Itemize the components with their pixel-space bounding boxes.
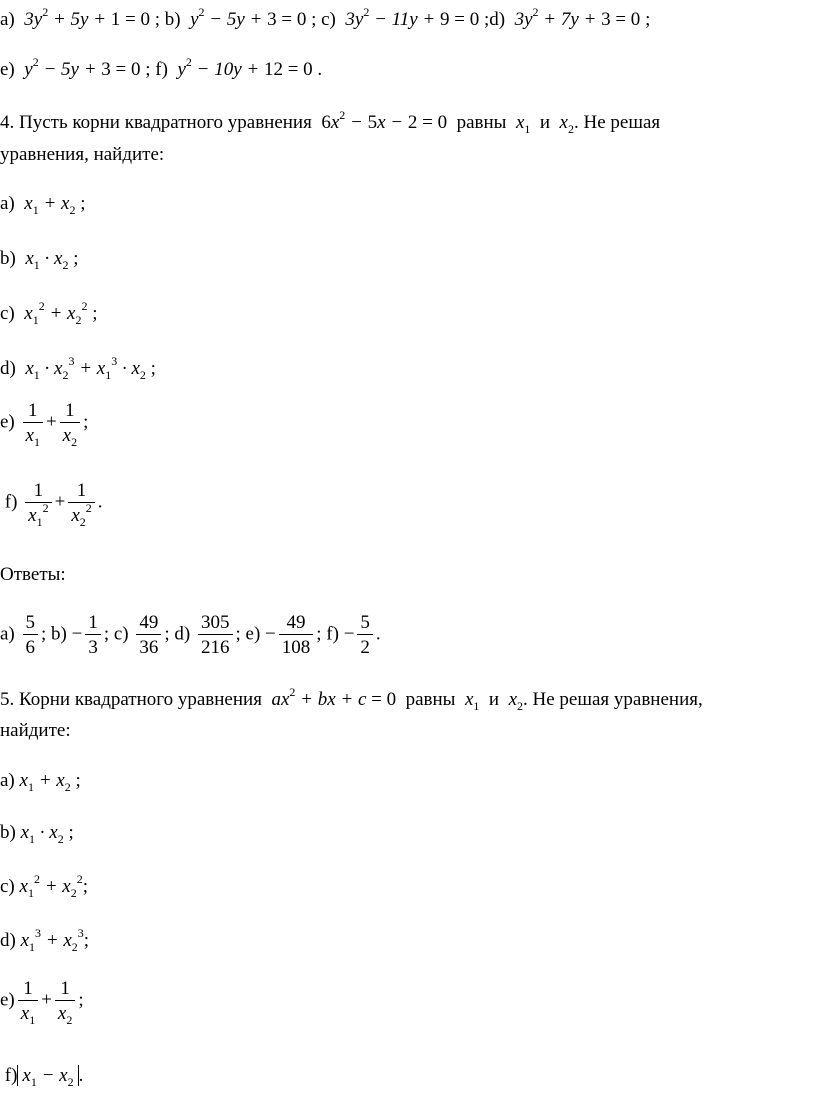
answers-title	[0, 565, 66, 584]
equation: $y^2 - 5y + 3 = 0$	[190, 5, 307, 30]
expression: $x_1 \cdot x_2^3 + x_1^3 \cdot x_2$	[25, 354, 146, 382]
variable: $x_1$	[515, 112, 531, 136]
fraction: $\frac{1}{x_2}$	[55, 978, 75, 1025]
task5-item-a: а) $x_1 + x_2$ ;	[0, 770, 81, 794]
item-label: ; c)	[311, 9, 336, 30]
task-text: и	[488, 689, 500, 710]
fraction: $\frac{1}{x_1}$	[23, 400, 43, 447]
task4-item-a: а) $x_1 + x_2$ ;	[0, 193, 86, 217]
equation: $y^2 - 10y + 12 = 0$	[177, 55, 313, 80]
item-label: а)	[0, 9, 15, 30]
expression: $x_1 + x_2$	[19, 770, 71, 794]
task-text: найдите:	[0, 720, 71, 741]
item-label: b)	[0, 248, 16, 269]
task-text: 4. Пусть корни квадратного уравнения	[0, 112, 312, 133]
task-text: уравнения, найдите:	[0, 144, 165, 165]
item-label: ; b)	[154, 9, 181, 30]
variable: $x_2$	[508, 689, 523, 713]
task-text: равны	[456, 112, 507, 133]
fraction: $\frac{1}{x_2^2}$	[68, 480, 94, 527]
item-label: а)	[0, 770, 15, 791]
task4-item-c: c) $x_1^2 + x_2^2$ ;	[0, 299, 98, 327]
fraction: $\frac{1}{x_1^2}$	[25, 480, 51, 527]
item-label: e)	[0, 59, 15, 80]
item-label: c)	[0, 876, 15, 897]
expression: $x_1 + x_2$	[24, 193, 76, 217]
equation: $y^2 - 5y + 3 = 0$	[24, 55, 141, 80]
punctuation: .	[317, 59, 323, 80]
answers-line: а) $\frac{5}{6}$ ; b) − $\frac{1}{3}$ ; c) $\frac{49}{36}$ ; d) $\frac{305}{216}$ ; e) − $\frac{49}{108}$ ; f) − $\frac{5}{2}$ .	[0, 612, 381, 658]
answer-b: $\frac{1}{3}$	[85, 612, 101, 659]
task-text: 5. Корни квадратного уравнения	[0, 689, 262, 710]
equation: $3y^2 + 5y + 1 = 0$	[24, 5, 150, 30]
answer-c: $\frac{49}{36}$	[136, 612, 161, 659]
punctuation: ;	[645, 9, 651, 30]
task-text: и	[539, 112, 551, 133]
equation: $ax^2$ + bx + c = 0	[271, 685, 397, 710]
answer-e: $\frac{49}{108}$	[279, 612, 314, 659]
task5-item-f: f) $x_1 - x_2$ .	[4, 1065, 84, 1089]
task4-item-e: e) $\frac{1}{x_1}$ + $\frac{1}{x_2}$ ;	[0, 400, 89, 449]
equation: $3y^2 + 7y + 3 = 0$	[514, 5, 641, 30]
item-label: а)	[0, 193, 15, 214]
expression: $x_1 \cdot x_2$	[25, 248, 69, 272]
item-label: d)	[0, 930, 16, 951]
item-label: e)	[0, 989, 15, 1011]
item-label: c)	[0, 303, 15, 324]
task5-statement-line2	[0, 721, 71, 740]
task4-statement-line2	[0, 145, 164, 164]
task4-item-d: d) $x_1 \cdot x_2^3 + x_1^3 \cdot x_2$ ;	[0, 354, 156, 382]
answers-heading: Ответы:	[0, 564, 66, 585]
absolute-value: $x_1 - x_2$	[17, 1065, 78, 1086]
variable: $x_2$	[559, 112, 574, 136]
equation: $3y^2 - 11y + 9 = 0$	[345, 5, 480, 30]
item-label: f)	[4, 491, 18, 513]
expression: $x_1^3 + x_2^3$	[20, 926, 84, 954]
task-text: . Не решая	[573, 112, 661, 133]
task5-item-c: c) $x_1^2 + x_2^2$;	[0, 872, 88, 900]
item-label: ;d)	[483, 9, 506, 30]
task4-item-f: f) $\frac{1}{x_1^2}$ + $\frac{1}{x_2^2}$ .	[4, 480, 103, 529]
variable: $x_1$	[464, 689, 480, 713]
fraction: $\frac{1}{x_1}$	[18, 978, 38, 1025]
task4-statement	[0, 108, 661, 136]
task-text: равны	[405, 689, 456, 710]
item-label: e)	[0, 411, 15, 433]
item-label: ; f)	[145, 59, 168, 80]
answer-f: $\frac{5}{2}$	[357, 612, 373, 659]
task5-item-d: d) $x_1^3 + x_2^3$;	[0, 926, 90, 954]
answer-a: $\frac{5}{6}$	[23, 612, 39, 659]
equation: $6x^2 - 5x - 2 = 0$	[321, 108, 448, 133]
task5-item-e: e) $\frac{1}{x_1}$ + $\frac{1}{x_2}$ ;	[0, 978, 84, 1027]
answer-d: $\frac{305}{216}$	[198, 612, 233, 659]
item-label: b)	[0, 822, 16, 843]
fraction: $\frac{1}{x_2}$	[60, 400, 80, 447]
expression: $x_1 \cdot x_2$	[20, 822, 64, 846]
equations-line-2	[0, 55, 323, 80]
task5-statement	[0, 685, 703, 713]
expression: $x_1^2 + x_2^2$	[24, 299, 88, 327]
task4-item-b: b) $x_1 \cdot x_2$ ;	[0, 248, 79, 272]
task5-item-b: b) $x_1 \cdot x_2$ ;	[0, 822, 74, 846]
item-label: d)	[0, 358, 16, 379]
item-label: f)	[4, 1065, 18, 1086]
equations-line-1	[0, 5, 651, 30]
task-text: . Не решая уравнения,	[523, 689, 703, 710]
expression: $x_1^2 + x_2^2$	[19, 872, 83, 900]
